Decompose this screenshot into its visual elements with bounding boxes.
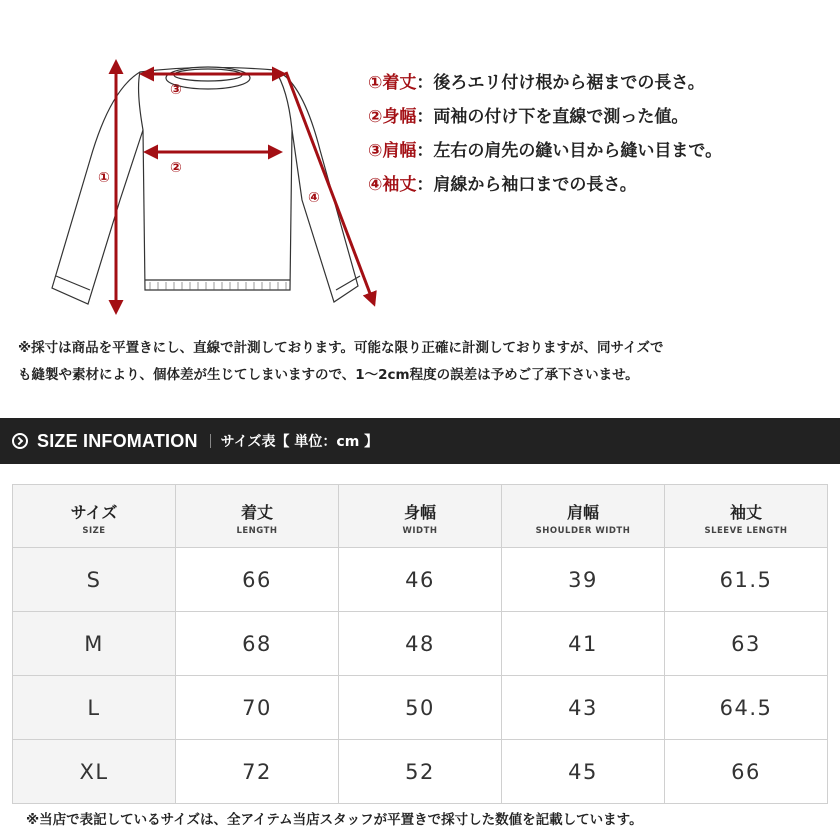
value-cell: 41 — [502, 612, 665, 676]
footnote: ※当店で表記しているサイズは、全アイテム当店スタッフが平置きで採寸した数値を記載しています。 — [26, 812, 643, 828]
size-table — [12, 484, 828, 804]
measurement-legend — [368, 70, 722, 206]
header-shoulder-width — [502, 485, 665, 548]
legend-term: 着丈 — [382, 73, 417, 93]
header-jp: 肩幅 — [566, 503, 599, 522]
header-en: LENGTH — [236, 526, 278, 536]
value-cell: 43 — [502, 676, 665, 740]
value-cell: 52 — [339, 740, 502, 804]
marker-length: ① — [98, 170, 110, 186]
table-row — [13, 676, 828, 740]
marker-width: ② — [170, 160, 182, 176]
size-cell: XL — [13, 740, 176, 804]
value-cell: 70 — [176, 676, 339, 740]
legend-item-length — [368, 70, 722, 104]
marker-sleeve: ④ — [308, 190, 320, 206]
header-en: SLEEVE LENGTH — [704, 526, 788, 536]
table-header-row — [13, 485, 828, 548]
size-info-header-bar — [0, 418, 840, 464]
section-title: SIZE INFOMATION — [37, 430, 198, 451]
header-jp: 袖丈 — [729, 503, 762, 522]
notice-line: ※採寸は商品を平置きにし、直線で計測しております。可能な限り正確に計測しておりますが、同サイズで — [18, 340, 664, 356]
legend-term: 袖丈 — [382, 175, 417, 195]
value-cell: 48 — [339, 612, 502, 676]
value-cell: 46 — [339, 548, 502, 612]
sleeve-arrow — [286, 72, 374, 304]
legend-description: ：後ろエリ付け根から裾までの長さ。 — [416, 73, 705, 93]
legend-item-width — [368, 104, 722, 138]
legend-number: ③ — [368, 141, 383, 161]
value-cell: 61.5 — [665, 548, 828, 612]
marker-shoulder: ③ — [170, 82, 182, 98]
sweater-measurement-diagram — [40, 50, 390, 320]
legend-number: ④ — [368, 175, 383, 195]
header-width — [339, 485, 502, 548]
value-cell: 66 — [665, 740, 828, 804]
header-size — [13, 485, 176, 548]
table-row — [13, 548, 828, 612]
section-subtitle: サイズ表【 単位：cm 】 — [220, 434, 379, 450]
legend-description: ：左右の肩先の縫い目から縫い目まで。 — [416, 141, 723, 161]
chevron-right-circle-icon — [12, 433, 28, 449]
legend-number: ② — [368, 107, 383, 127]
value-cell: 68 — [176, 612, 339, 676]
legend-description: ：肩線から袖口までの長さ。 — [416, 175, 637, 195]
value-cell: 39 — [502, 548, 665, 612]
legend-item-shoulder — [368, 138, 722, 172]
legend-term: 身幅 — [382, 107, 417, 127]
legend-term: 肩幅 — [382, 141, 417, 161]
size-cell: M — [13, 612, 176, 676]
value-cell: 64.5 — [665, 676, 828, 740]
value-cell: 66 — [176, 548, 339, 612]
header-jp: サイズ — [70, 503, 118, 522]
header-en: WIDTH — [402, 526, 438, 536]
size-cell: S — [13, 548, 176, 612]
size-cell: L — [13, 676, 176, 740]
notice-line: も縫製や素材により、個体差が生じてしまいますので、1〜2cm程度の誤差は予めご了承下さいませ。 — [18, 367, 639, 383]
legend-item-sleeve — [368, 172, 722, 206]
header-jp: 着丈 — [240, 503, 273, 522]
header-jp: 身幅 — [403, 503, 436, 522]
measurement-notice — [18, 335, 833, 389]
legend-number: ① — [368, 73, 383, 93]
legend-description: ：両袖の付け下を直線で測った値。 — [416, 107, 689, 127]
header-length — [176, 485, 339, 548]
header-en: SIZE — [82, 526, 106, 536]
header-sleeve-length — [665, 485, 828, 548]
value-cell: 50 — [339, 676, 502, 740]
value-cell: 45 — [502, 740, 665, 804]
value-cell: 63 — [665, 612, 828, 676]
table-row — [13, 612, 828, 676]
header-en: SHOULDER WIDTH — [535, 526, 631, 536]
table-row — [13, 740, 828, 804]
value-cell: 72 — [176, 740, 339, 804]
divider — [210, 434, 211, 448]
